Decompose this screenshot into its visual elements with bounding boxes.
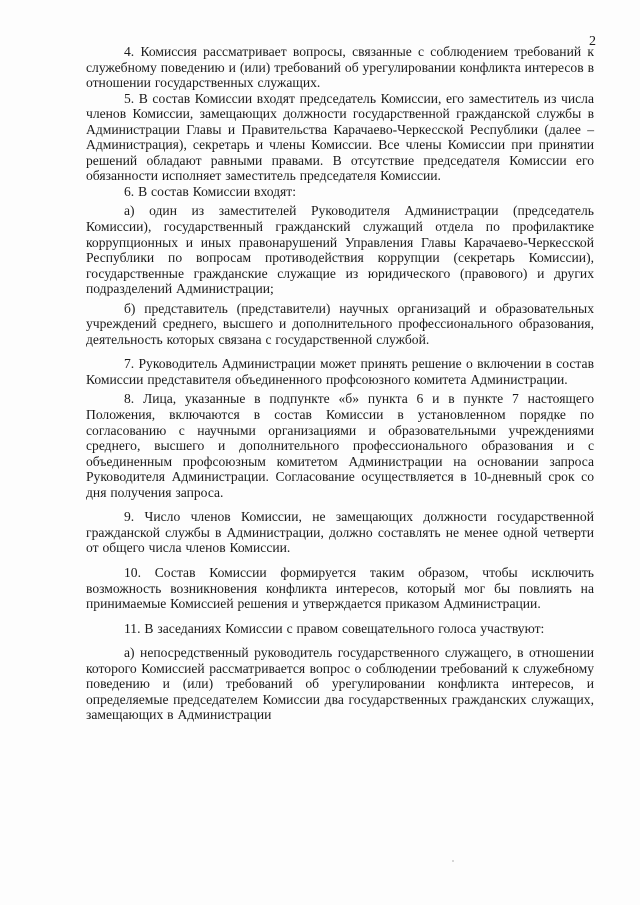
paragraph-11a: а) непосредственный руководитель государственного служащего, в отношении которого Комиссией рассматривается вопрос о соблюдении требований к служебному поведению и (или) требований об урегулировании конфликта интересов, и определяемые председателем Комиссии два государственных гражданских служащих, замещающих в Администрации <box>86 645 594 723</box>
paragraph-6: 6. В состав Комиссии входят: <box>124 183 297 199</box>
document-body <box>86 44 594 723</box>
paragraph-5: 5. В состав Комиссии входят председатель Комиссии, его заместитель из числа членов Комиссии, замещающих должности государственной гражданской службы в Администрации Главы и Правительства Карачаево-Черкесской Республики (далее – Администрация), секретарь и члены Комиссии. Все члены Комиссии при принятии решений обладают равными правами. В отсутствие председателя Комиссии его обязанности исполняет заместитель председателя Комиссии. <box>86 90 594 184</box>
paragraph-10: 10. Состав Комиссии формируется таким образом, чтобы исключить возможность возникновения конфликта интересов, который мог бы повлиять на принимаемые Комиссией решения и утверждается приказом Администрации. <box>86 564 594 612</box>
paragraph-9: 9. Число членов Комиссии, не замещающих должности государственной гражданской службы в Администрации, должно составлять не менее одной четверти от общего числа членов Комиссии. <box>86 509 594 556</box>
paragraph-6a: а) один из заместителей Руководителя Администрации (председатель Комиссии), государственный гражданский служащий отдела по профилактике коррупционных и иных правонарушений Управления Главы Карачаево-Черкесской Республики по вопросам противодействия коррупции (секретарь Комиссии), государственные гражданские служащие из юридического (правового) и других подразделений Администрации; <box>86 203 594 297</box>
paragraph-7: 7. Руководитель Администрации может принять решение о включении в состав Комиссии представителя объединенного профсоюзного комитета Администрации. <box>86 356 594 387</box>
paragraph-11: 11. В заседаниях Комиссии с правом совещательного голоса участвуют: <box>124 620 545 636</box>
paragraph-4: 4. Комиссия рассматривает вопросы, связанные с соблюдением требований к служебному поведению и (или) требований об урегулировании конфликта интересов в отношении государственных служащих. <box>86 44 594 91</box>
paragraph-8: 8. Лица, указанные в подпункте «б» пункта 6 и в пункте 7 настоящего Положения, включаются в состав Комиссии в установленном порядке по согласованию с научными организациями и образовательными учреждениями среднего, высшего и дополнительного профессионального образования и с объединенным профсоюзным комитетом Администрации на основании запроса Руководителя Администрации. Согласование осуществляется в 10-дневный срок со дня получения запроса. <box>86 391 594 500</box>
paragraph-6b: б) представитель (представители) научных организаций и образовательных учреждений среднего, высшего и дополнительного профессионального образования, деятельность которых связана с государственной службой. <box>86 300 594 347</box>
scan-speck <box>452 860 454 862</box>
page-number: 2 <box>589 34 596 49</box>
